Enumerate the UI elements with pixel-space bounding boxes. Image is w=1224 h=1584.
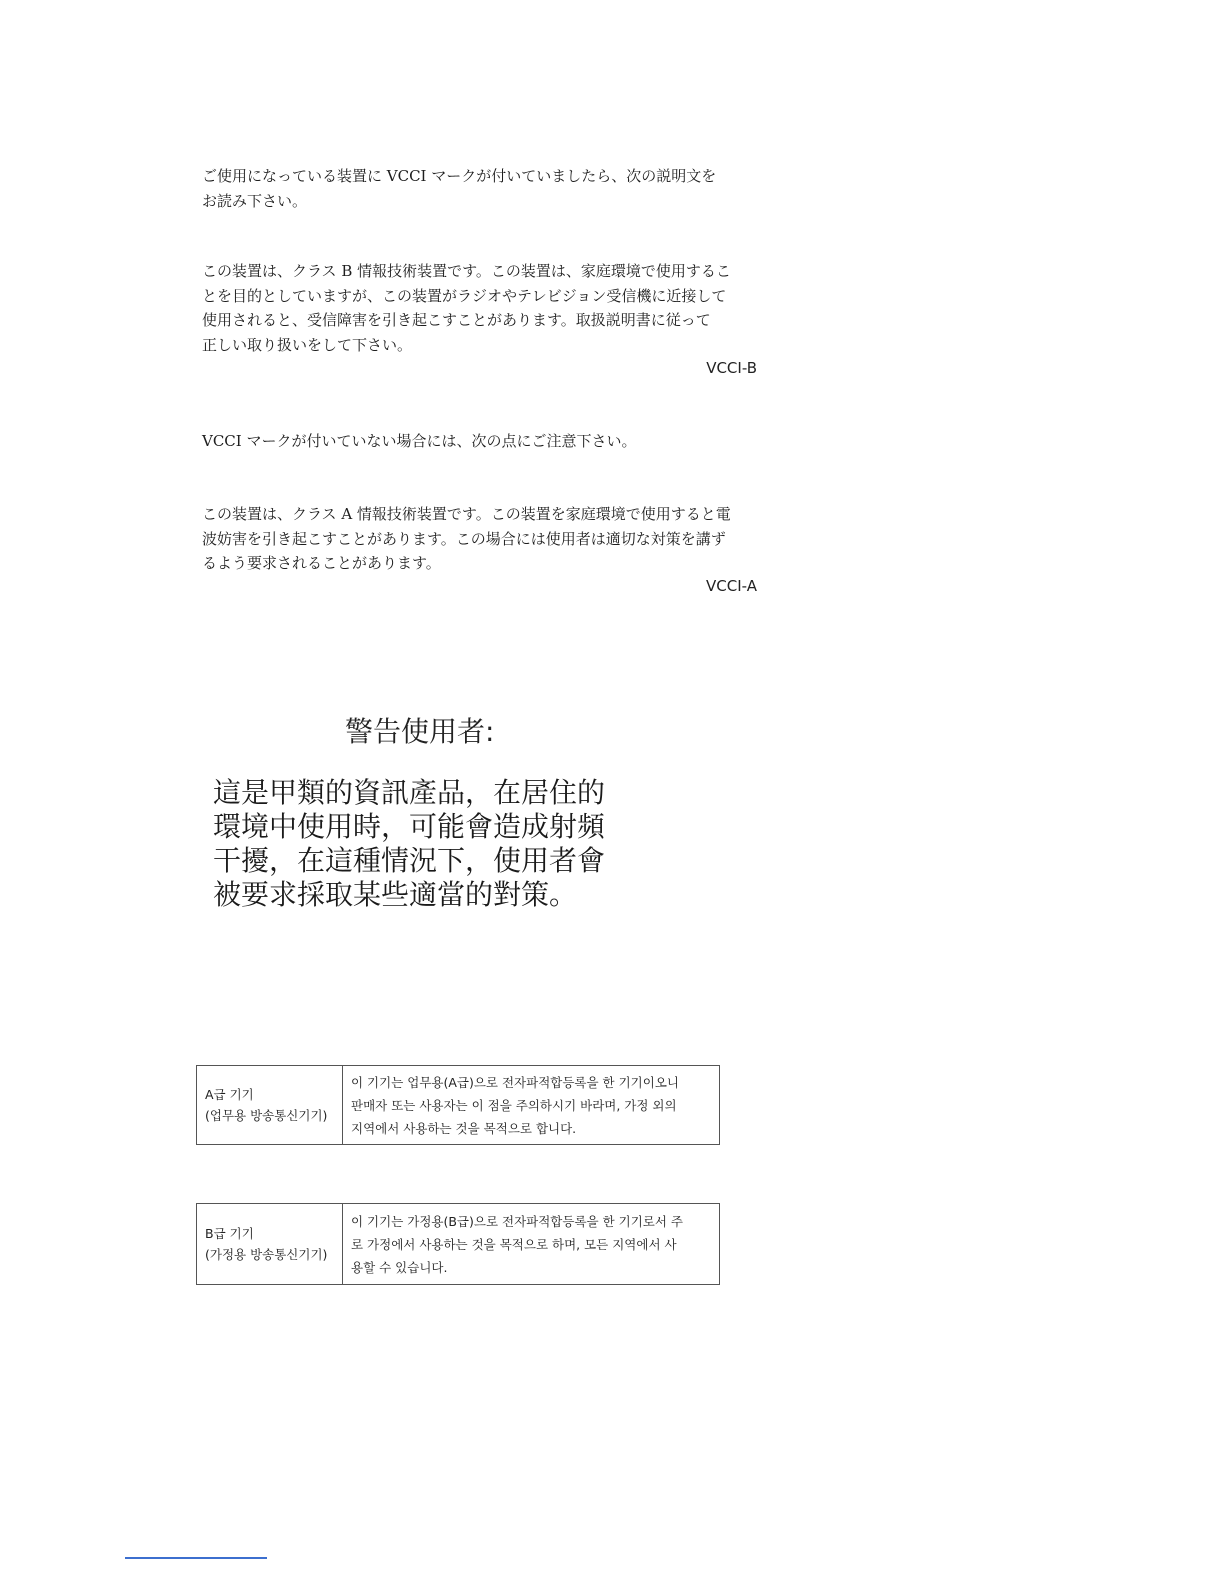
korea-class-a-label-line1: A급 기기 <box>205 1087 254 1102</box>
vcci-a-reference: VCCI-A <box>706 577 757 595</box>
vcci-class-b-line: 使用されると、受信障害を引き起こすことがあります。取扱説明書に従って <box>202 311 711 329</box>
taiwan-warning-line: 這是甲類的資訊產品，在居住的 <box>213 776 606 809</box>
vcci-class-b-line: この装置は、クラス B 情報技術装置です。この装置は、家庭環境で使用するこ <box>202 262 731 280</box>
taiwan-warning-line: 被要求採取某些適當的對策。 <box>213 878 578 911</box>
footer-divider <box>125 1557 267 1559</box>
korea-class-b-desc-line: 로 가정에서 사용하는 것을 목적으로 하며, 모든 지역에서 사 <box>351 1236 677 1252</box>
vcci-no-mark-notice: VCCI マークが付いていない場合には、次の点にご注意下さい。 <box>202 432 637 450</box>
korea-class-b-table <box>196 1203 720 1285</box>
taiwan-warning-line: 干擾，在這種情況下，使用者會 <box>213 844 606 877</box>
korea-class-a-description <box>343 1066 720 1145</box>
vcci-class-a-line: この装置は、クラス A 情報技術装置です。この装置を家庭環境で使用すると電 <box>202 505 731 523</box>
korea-class-a-label <box>197 1066 343 1145</box>
korea-class-b-label-line2: (가정용 방송통신기기) <box>205 1247 328 1262</box>
vcci-intro-line: お読み下さい。 <box>202 191 308 210</box>
korea-class-b-desc-line: 용할 수 있습니다. <box>351 1259 448 1275</box>
korea-class-b-desc-line: 이 기기는 가정용(B급)으로 전자파적합등록을 한 기기로서 주 <box>351 1213 683 1229</box>
taiwan-warning-line: 環境中使用時，可能會造成射頻 <box>213 810 606 843</box>
korea-class-b-description <box>343 1204 720 1285</box>
vcci-intro <box>202 164 716 213</box>
vcci-class-a-notice <box>202 502 731 576</box>
vcci-class-a-line: 波妨害を引き起こすことがあります。この場合には使用者は適切な対策を講ず <box>202 529 726 548</box>
korea-class-b-label-line1: B급 기기 <box>205 1226 254 1241</box>
korea-class-a-desc-line: 판매자 또는 사용자는 이 점을 주의하시기 바라며, 가정 외의 <box>351 1097 677 1113</box>
taiwan-warning-body <box>213 776 605 912</box>
korea-class-a-table <box>196 1065 720 1145</box>
vcci-class-a-line: るよう要求されることがあります。 <box>202 554 441 572</box>
vcci-class-b-notice <box>202 259 731 357</box>
vcci-class-b-line: 正しい取り扱いをして下さい。 <box>202 335 413 354</box>
korea-class-a-desc-line: 이 기기는 업무용(A급)으로 전자파적합등록을 한 기기이오니 <box>351 1074 679 1090</box>
vcci-class-b-line: とを目的としていますが、この装置がラジオやテレビジョン受信機に近接して <box>202 286 727 305</box>
vcci-intro-line: ご使用になっている装置に VCCI マークが付いていましたら、次の説明文を <box>202 167 717 185</box>
korea-class-a-label-line2: (업무용 방송통신기기) <box>205 1108 328 1123</box>
vcci-b-reference: VCCI-B <box>706 359 757 377</box>
korea-class-a-desc-line: 지역에서 사용하는 것을 목적으로 합니다. <box>351 1120 577 1136</box>
taiwan-warning-title: 警告使用者: <box>345 715 495 748</box>
korea-class-b-label <box>197 1204 343 1285</box>
